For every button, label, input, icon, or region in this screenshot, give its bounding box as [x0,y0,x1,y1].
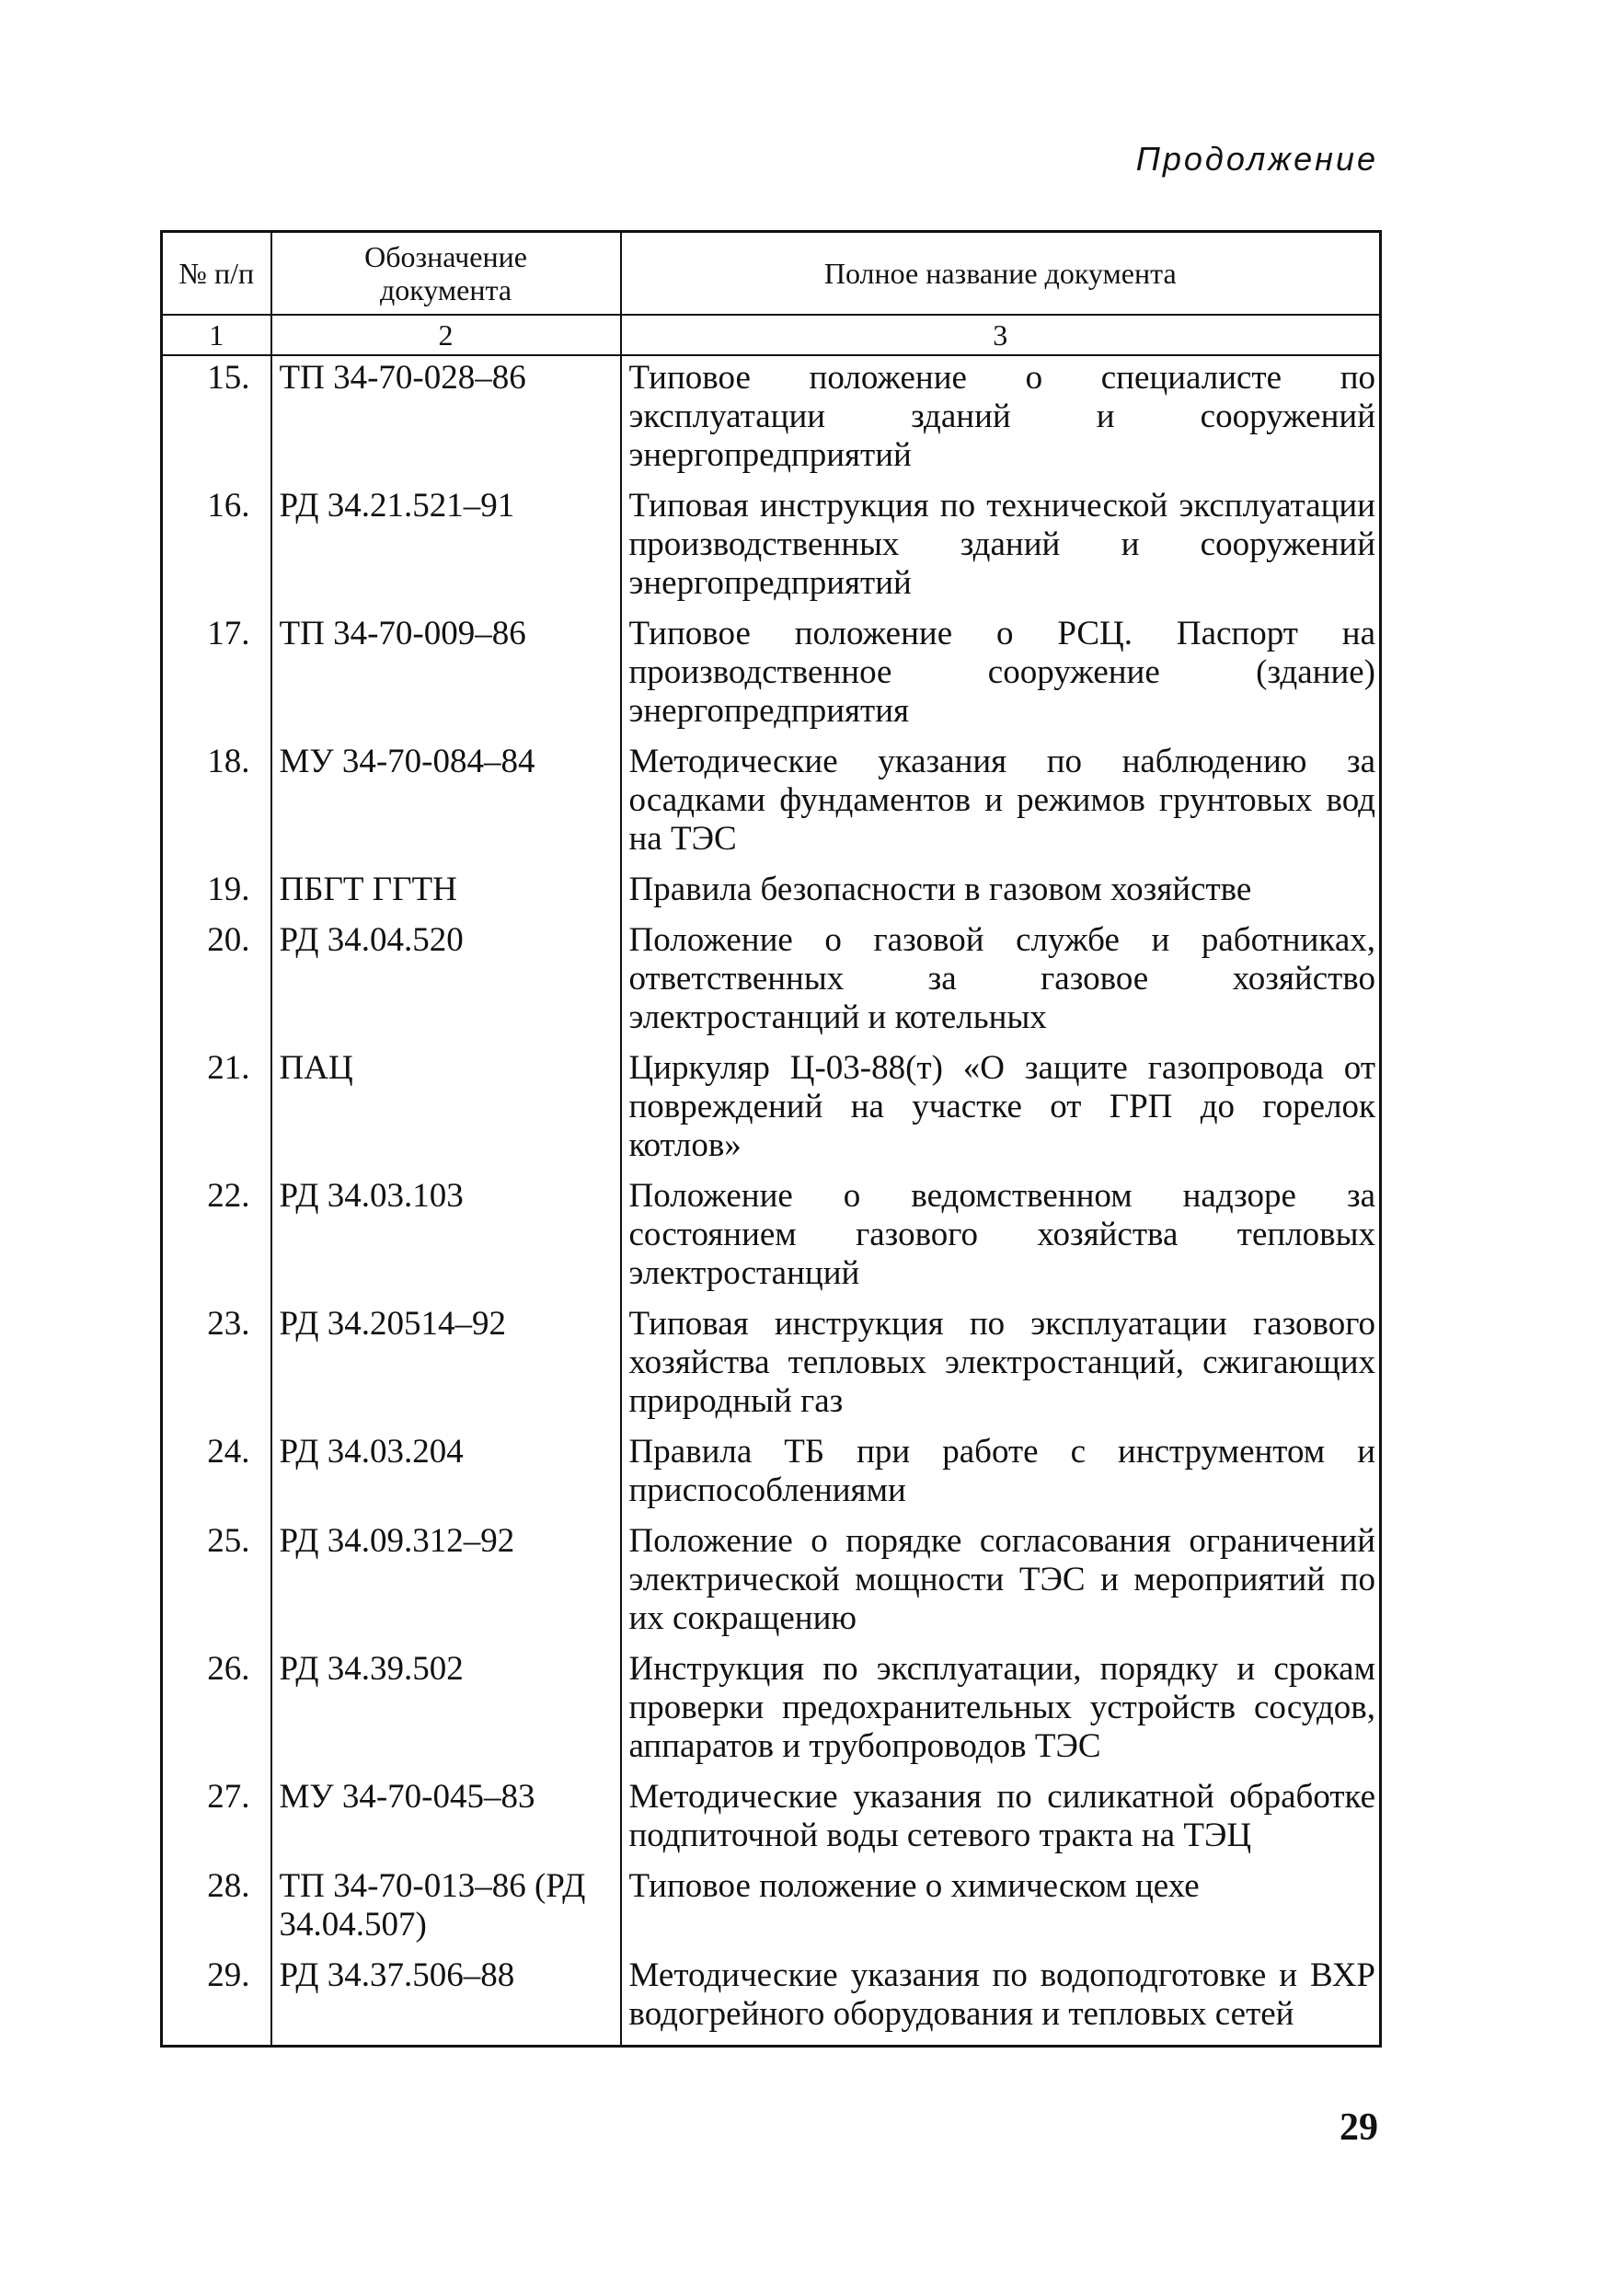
row-designation: РД 34.37.506–88 [271,1954,621,2047]
row-title: Циркуляр Ц-03-88(т) «О защите газопровода от повреждений на участке от ГРП до горелок котлов» [621,1046,1381,1174]
row-number: 23. [162,1302,271,1430]
row-designation: РД 34.03.204 [271,1430,621,1519]
table-row [162,1174,1381,1302]
row-number: 25. [162,1519,271,1647]
documents-table-container [160,230,1379,2048]
row-designation: ТП 34-70-009–86 [271,612,621,740]
row-designation: МУ 34-70-084–84 [271,740,621,868]
page-number: 29 [1340,2106,1378,2149]
table-row [162,1430,1381,1519]
row-title: Правила безопасности в газовом хозяйстве [621,868,1381,918]
row-designation: РД 34.21.521–91 [271,484,621,612]
header-designation: Обозначение документа [271,232,621,316]
row-number: 19. [162,868,271,918]
table-row [162,1954,1381,2047]
table-body [162,355,1381,2047]
row-number: 28. [162,1864,271,1954]
header-title: Полное название документа [621,232,1381,316]
table-row [162,1775,1381,1864]
table-row [162,868,1381,918]
row-title: Правила ТБ при работе с инструментом и приспособлениями [621,1430,1381,1519]
table-row [162,355,1381,484]
table-row [162,1046,1381,1174]
table-row [162,740,1381,868]
table-row [162,484,1381,612]
row-title: Инструкция по эксплуатации, порядку и срокам проверки предохранительных устройств сосудов, аппаратов и трубопроводов ТЭС [621,1647,1381,1775]
continuation-label: Продолжение [1135,140,1378,178]
column-number-2: 2 [271,315,621,355]
row-title: Типовая инструкция по технической эксплуатации производственных зданий и сооружений энергопредприятий [621,484,1381,612]
table-row [162,1647,1381,1775]
row-designation: РД 34.03.103 [271,1174,621,1302]
documents-table [160,230,1382,2048]
header-row [162,232,1381,316]
header-number: № п/п [162,232,271,316]
row-number: 17. [162,612,271,740]
row-title: Типовое положение о РСЦ. Паспорт на производственное сооружение (здание) энергопредприятия [621,612,1381,740]
row-number: 18. [162,740,271,868]
row-title: Типовая инструкция по эксплуатации газового хозяйства тепловых электростанций, сжигающих природный газ [621,1302,1381,1430]
row-title: Методические указания по силикатной обработке подпиточной воды сетевого тракта на ТЭЦ [621,1775,1381,1864]
row-designation: ПАЦ [271,1046,621,1174]
row-designation: ТП 34-70-028–86 [271,355,621,484]
row-number: 24. [162,1430,271,1519]
row-designation: РД 34.04.520 [271,918,621,1046]
row-title: Положение о ведомственном надзоре за состоянием газового хозяйства тепловых электростанций [621,1174,1381,1302]
row-number: 22. [162,1174,271,1302]
row-designation: ТП 34-70-013–86 (РД 34.04.507) [271,1864,621,1954]
table-header [162,232,1381,356]
table-row [162,1302,1381,1430]
table-row [162,612,1381,740]
table-row [162,1519,1381,1647]
row-number: 29. [162,1954,271,2047]
row-designation: РД 34.20514–92 [271,1302,621,1430]
row-number: 20. [162,918,271,1046]
column-number-1: 1 [162,315,271,355]
row-title: Типовое положение о химическом цехе [621,1864,1381,1954]
row-number: 21. [162,1046,271,1174]
row-title: Типовое положение о специалисте по эксплуатации зданий и сооружений энергопредприятий [621,355,1381,484]
row-number: 16. [162,484,271,612]
column-number-row [162,315,1381,355]
row-designation: МУ 34-70-045–83 [271,1775,621,1864]
row-title: Положение о порядке согласования ограничений электрической мощности ТЭС и мероприятий по их сокращению [621,1519,1381,1647]
row-designation: РД 34.39.502 [271,1647,621,1775]
row-number: 15. [162,355,271,484]
table-row [162,1864,1381,1954]
row-number: 27. [162,1775,271,1864]
row-designation: ПБГТ ГГТН [271,868,621,918]
row-title: Положение о газовой службе и работниках, ответственных за газовое хозяйство электростанций и котельных [621,918,1381,1046]
column-number-3: 3 [621,315,1381,355]
row-title: Методические указания по водоподготовке и ВХР водогрейного оборудования и тепловых сетей [621,1954,1381,2047]
row-number: 26. [162,1647,271,1775]
row-designation: РД 34.09.312–92 [271,1519,621,1647]
row-title: Методические указания по наблюдению за осадками фундаментов и режимов грунтовых вод на ТЭС [621,740,1381,868]
table-row [162,918,1381,1046]
